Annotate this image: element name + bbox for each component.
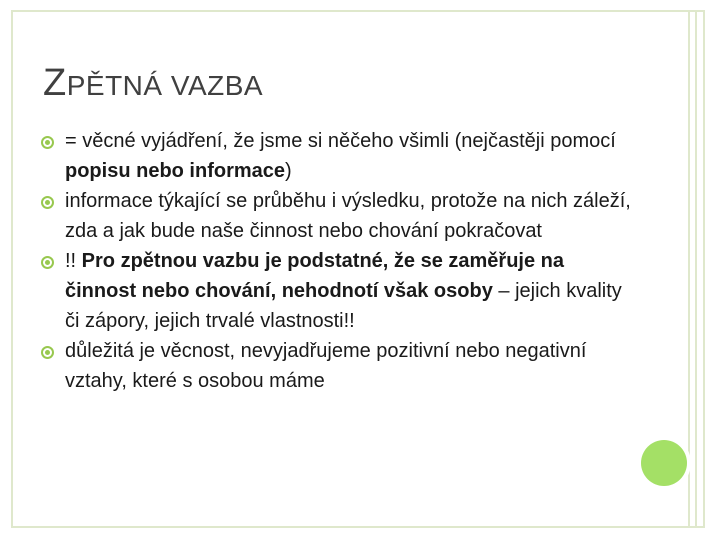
bullet-text: !! [65,250,82,272]
bullet-text: ) [285,160,292,182]
title-rest: PĚTNÁ VAZBA [66,70,264,101]
bullet-list [40,126,640,396]
bullet-item [40,186,640,246]
bullet-text: informace týkající se průběhu i výsledku, protože na nich záleží, zda a jak bude naše činnost nebo chování pokračovat [65,190,631,242]
bullet-text: – jejich kvality či zápory, jejich trvalé vlastnosti!! [65,280,622,332]
title-first-letter: Z [43,62,67,104]
frame-line-right-outer [695,10,697,528]
decorative-green-circle [641,440,687,486]
bullet-item [40,126,640,186]
frame-line-right-inner [688,10,690,528]
bullet-text: = věcné vyjádření, že jsme si něčeho všimli (nejčastěji pomocí [65,130,616,152]
bullet-item [40,246,640,336]
bullet-bold-text: popisu nebo informace [65,160,286,182]
bullet-circle-icon [41,196,54,209]
bullet-text: důležitá je věcnost, nevyjadřujeme pozitivní nebo negativní vztahy, které s osobou máme [65,340,587,392]
bullet-bold-text: Pro zpětnou vazbu je podstatné, že se zaměřuje na činnost nebo chování, nehodnotí však osoby [65,250,565,302]
bullet-item [40,336,640,396]
bullet-circle-icon [41,346,54,359]
slide-title [43,62,263,105]
bullet-circle-icon [41,136,54,149]
bullet-circle-icon [41,256,54,269]
